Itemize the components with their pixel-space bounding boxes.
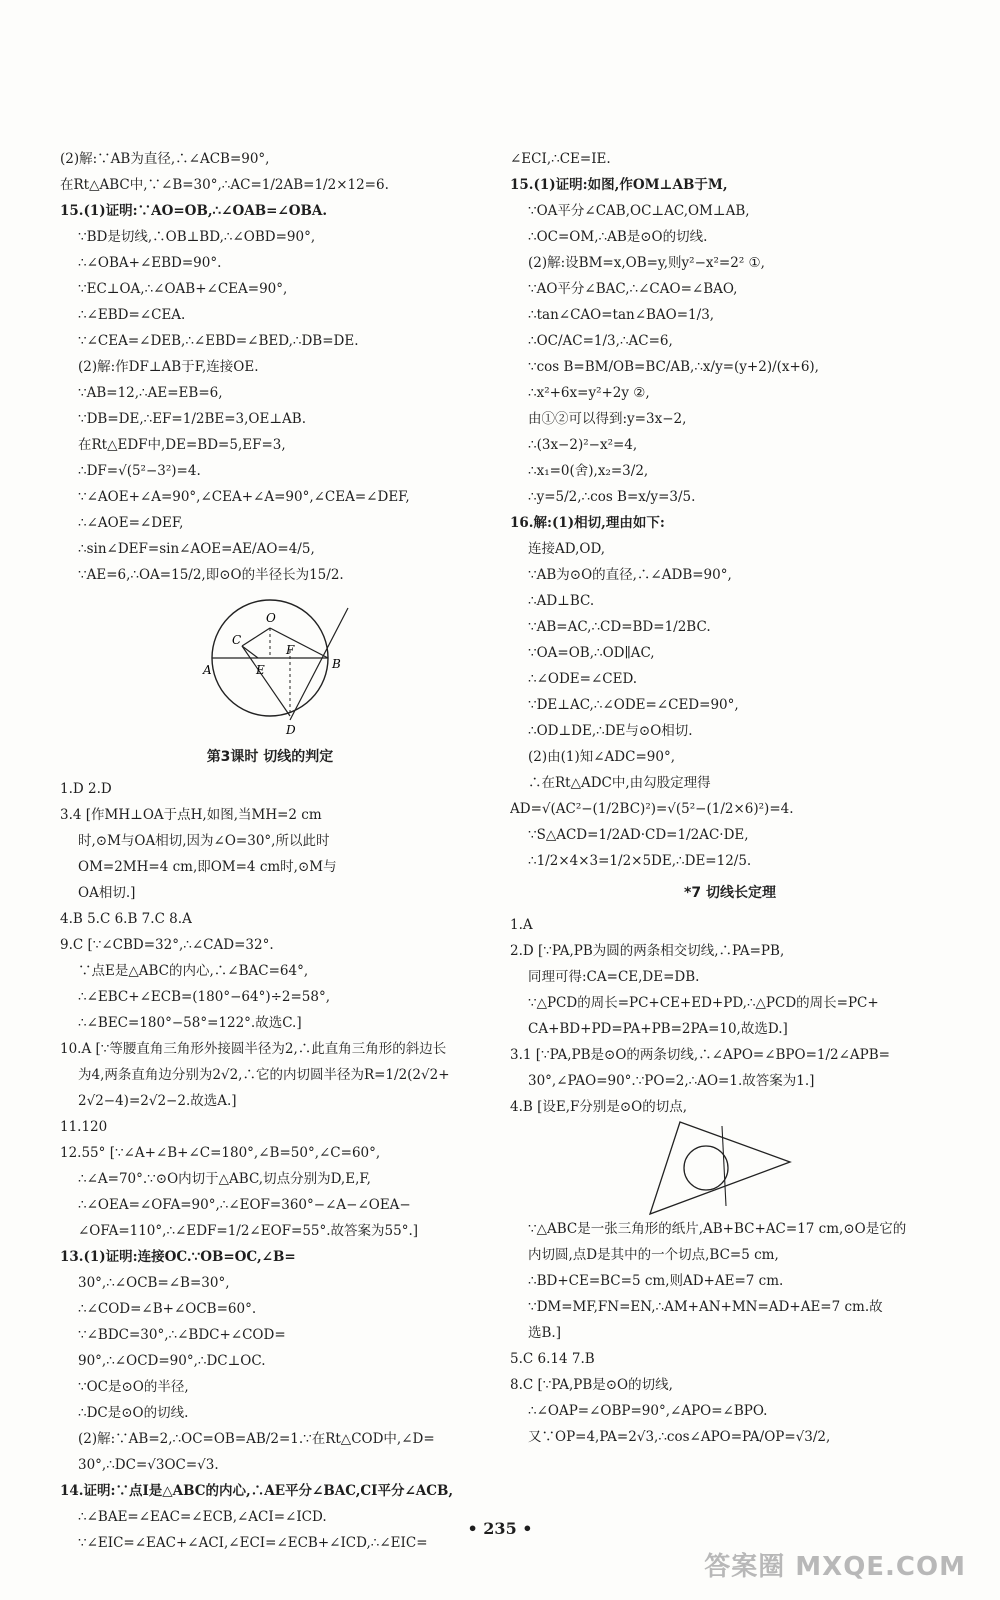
text-line: ∴AD⊥BC. [528, 593, 595, 609]
triangle-incircle-figure [510, 1120, 950, 1216]
label-d: D [286, 723, 296, 737]
text-line: ∴∠COD=∠B+∠OCB=60°. [78, 1301, 257, 1317]
text-line: ∵DM=MF,FN=EN,∴AM+AN+MN=AD+AE=7 cm.故 [528, 1299, 883, 1315]
text-line: 90°,∴∠OCD=90°,∴DC⊥OC. [78, 1353, 266, 1369]
text-line: CA+BD+PD=PA+PB=2PA=10,故选D.] [528, 1021, 788, 1037]
text-line: ∴x²+6x=y²+2y ②, [528, 385, 650, 401]
label-c: C [232, 633, 242, 647]
text-line: ∵OA=OB,∴OD∥AC, [528, 645, 655, 661]
text-line: 5.C 6.14 7.B [510, 1351, 595, 1367]
text-line: ∵S△ACD=1/2AD·CD=1/2AC·DE, [528, 827, 749, 843]
text-line: ∴∠BEC=180°−58°=122°.故选C.] [78, 1015, 302, 1031]
left-column [60, 146, 480, 1556]
question-line: 16.解:(1)相切,理由如下: [510, 515, 665, 531]
text-line: 又∵OP=4,PA=2√3,∴cos∠APO=PA/OP=√3/2, [528, 1429, 831, 1445]
text-line: 为4,两条直角边分别为2√2,∴它的内切圆半径为R=1/2(2√2+ [78, 1067, 450, 1083]
text-line: (2)解:作DF⊥AB于F,连接OE. [78, 359, 259, 375]
text-line: ∴DF=√(5²−3²)=4. [78, 463, 201, 479]
text-line: ∴tan∠CAO=tan∠BAO=1/3, [528, 307, 715, 323]
text-line: ∴∠BAE=∠EAC=∠ECB,∠ACI=∠ICD. [78, 1509, 327, 1525]
text-line: 2√2−4)=2√2−2.故选A.] [78, 1093, 237, 1109]
text-line: ∵BD是切线,∴OB⊥BD,∴∠OBD=90°, [78, 229, 316, 245]
text-line: ∴∠A=70°.∵⊙O内切于△ABC,切点分别为D,E,F, [78, 1171, 371, 1187]
question-line: 14.证明:∵点I是△ABC的内心,∴AE平分∠BAC,CI平分∠ACB, [60, 1483, 454, 1499]
text-line: ∴∠OAP=∠OBP=90°,∠APO=∠BPO. [528, 1403, 768, 1419]
text-line: (2)解:∵AB为直径,∴∠ACB=90°, [60, 151, 270, 167]
label-b: B [332, 657, 341, 671]
text-line: ∴y=5/2,∴cos B=x/y=3/5. [528, 489, 696, 505]
text-line: ∴∠EBC+∠ECB=(180°−64°)÷2=58°, [78, 989, 331, 1005]
text-line: 10.A [∵等腰直角三角形外接圆半径为2,∴此直角三角形的斜边长 [60, 1041, 447, 1057]
text-line: ∵AB=12,∴AE=EB=6, [78, 385, 223, 401]
question-line: 15.(1)证明:如图,作OM⊥AB于M, [510, 177, 728, 193]
text-line: ∵△ABC是一张三角形的纸片,AB+BC+AC=17 cm,⊙O是它的 [528, 1221, 907, 1237]
text-line: ∴DC是⊙O的切线. [78, 1405, 189, 1421]
question-line: 13.(1)证明:连接OC.∵OB=OC,∠B= [60, 1249, 296, 1265]
text-line: 4.B [设E,F分别是⊙O的切点, [510, 1099, 688, 1115]
text-line: 4.B 5.C 6.B 7.C 8.A [60, 911, 192, 927]
text-line: ∴OD⊥DE,∴DE与⊙O相切. [528, 723, 693, 739]
text-line: ∴∠OEA=∠OFA=90°,∴∠EOF=360°−∠A−∠OEA− [78, 1197, 411, 1213]
text-line: ∴1/2×4×3=1/2×5DE,∴DE=12/5. [528, 853, 752, 869]
label-o: O [266, 611, 276, 625]
text-line: ∵OA平分∠CAB,OC⊥AC,OM⊥AB, [528, 203, 750, 219]
text-line: ∵∠CEA=∠DEB,∴∠EBD=∠BED,∴DB=DE. [78, 333, 359, 349]
right-column [510, 146, 950, 1450]
text-line: 选B.] [528, 1325, 561, 1341]
label-e: E [256, 663, 265, 677]
text-line: 连接AD,OD, [528, 541, 606, 557]
text-line: 12.55° [∵∠A+∠B+∠C=180°,∠B=50°,∠C=60°, [60, 1145, 381, 1161]
text-line: ∵AO平分∠BAC,∴∠CAO=∠BAO, [528, 281, 738, 297]
text-line: ∵△PCD的周长=PC+CE+ED+PD,∴△PCD的周长=PC+ [528, 995, 879, 1011]
text-line: (2)解:∵AB=2,∴OC=OB=AB/2=1.∵在Rt△COD中,∠D= [78, 1431, 435, 1447]
text-line: 30°,∴∠OCB=∠B=30°, [78, 1275, 230, 1291]
text-line: 在Rt△ABC中,∵∠B=30°,∴AC=1/2AB=1/2×12=6. [60, 177, 389, 193]
text-line: ∴∠OBA+∠EBD=90°. [78, 255, 222, 271]
circle-tangent-figure [60, 588, 480, 738]
text-line: 9.C [∵∠CBD=32°,∴∠CAD=32°. [60, 937, 274, 953]
text-line: AD=√(AC²−(1/2BC)²)=√(5²−(1/2×6)²)=4. [510, 801, 794, 817]
label-f: F [286, 643, 295, 657]
text-line: 时,⊙M与OA相切,因为∠O=30°,所以此时 [78, 833, 330, 849]
text-line: ∴∠AOE=∠DEF, [78, 515, 184, 531]
text-line: ∵EC⊥OA,∴∠OAB+∠CEA=90°, [78, 281, 288, 297]
text-line: ∠ECI,∴CE=IE. [510, 151, 611, 167]
text-line: ∴∠ODE=∠CED. [528, 671, 638, 687]
text-line: 同理可得:CA=CE,DE=DB. [528, 969, 700, 985]
text-line: ∴∠EBD=∠CEA. [78, 307, 186, 323]
text-line: ∵DE⊥AC,∴∠ODE=∠CED=90°, [528, 697, 739, 713]
question-line: 15.(1)证明:∵AO=OB,∴∠OAB=∠OBA. [60, 203, 328, 219]
text-line: (2)解:设BM=x,OB=y,则y²−x²=2² ①, [528, 255, 765, 271]
text-line: ∴OC/AC=1/3,∴AC=6, [528, 333, 673, 349]
text-line: 3.4 [作MH⊥OA于点H,如图,当MH=2 cm [60, 807, 322, 823]
text-line: 3.1 [∵PA,PB是⊙O的两条切线,∴∠APO=∠BPO=1/2∠APB= [510, 1047, 890, 1063]
text-line: ∴(3x−2)²−x²=4, [528, 437, 638, 453]
text-line: ∵DB=DE,∴EF=1/2BE=3,OE⊥AB. [78, 411, 307, 427]
text-line: ∴OC=OM,∴AB是⊙O的切线. [528, 229, 708, 245]
text-line: ∵点E是△ABC的内心,∴∠BAC=64°, [78, 963, 309, 979]
text-line: ∵AB为⊙O的直径,∴∠ADB=90°, [528, 567, 732, 583]
text-line: ∵∠EIC=∠EAC+∠ACI,∠ECI=∠ECB+∠ICD,∴∠EIC= [78, 1535, 428, 1551]
text-line: ∵AB=AC,∴CD=BD=1/2BC. [528, 619, 711, 635]
text-line: OM=2MH=4 cm,即OM=4 cm时,⊙M与 [78, 859, 337, 875]
text-line: (2)由(1)知∠ADC=90°, [528, 749, 675, 765]
text-line: 1.D 2.D [60, 781, 112, 797]
text-line: 30°,∠PAO=90°.∵PO=2,∴AO=1.故答案为1.] [528, 1073, 815, 1089]
text-line: ∵∠BDC=30°,∴∠BDC+∠COD= [78, 1327, 286, 1343]
text-line: ∴在Rt△ADC中,由勾股定理得 [528, 775, 711, 791]
text-line: OA相切.] [78, 885, 136, 901]
text-line: ∠OFA=110°,∴∠EDF=1/2∠EOF=55°.故答案为55°.] [78, 1223, 419, 1239]
text-line: ∴BD+CE=BC=5 cm,则AD+AE=7 cm. [528, 1273, 784, 1289]
text-line: 内切圆,点D是其中的一个切点,BC=5 cm, [528, 1247, 779, 1263]
section-heading: *7 切线长定理 [684, 885, 776, 901]
text-line: ∵∠AOE+∠A=90°,∠CEA+∠A=90°,∠CEA=∠DEF, [78, 489, 410, 505]
text-line: ∴sin∠DEF=sin∠AOE=AE/AO=4/5, [78, 541, 315, 557]
page-number: • 235 • [467, 1519, 533, 1538]
text-line: 30°,∴DC=√3OC=√3. [78, 1457, 219, 1473]
text-line: 由①②可以得到:y=3x−2, [528, 411, 687, 427]
label-a: A [203, 663, 212, 677]
text-line: 1.A [510, 917, 533, 933]
text-line: ∵AE=6,∴OA=15/2,即⊙O的半径长为15/2. [78, 567, 344, 583]
text-line: 8.C [∵PA,PB是⊙O的切线, [510, 1377, 673, 1393]
text-line: 2.D [∵PA,PB为圆的两条相交切线,∴PA=PB, [510, 943, 785, 959]
section-heading: 第3课时 切线的判定 [206, 749, 334, 765]
text-line: 在Rt△EDF中,DE=BD=5,EF=3, [78, 437, 286, 453]
text-line: 11.120 [60, 1119, 108, 1135]
text-line: ∵OC是⊙O的半径, [78, 1379, 189, 1395]
text-line: ∵cos B=BM/OB=BC/AB,∴x/y=(y+2)/(x+6), [528, 359, 819, 375]
watermark-text: 答案圈 MXQE.COM [704, 1552, 966, 1582]
text-line: ∴x₁=0(舍),x₂=3/2, [528, 463, 649, 479]
